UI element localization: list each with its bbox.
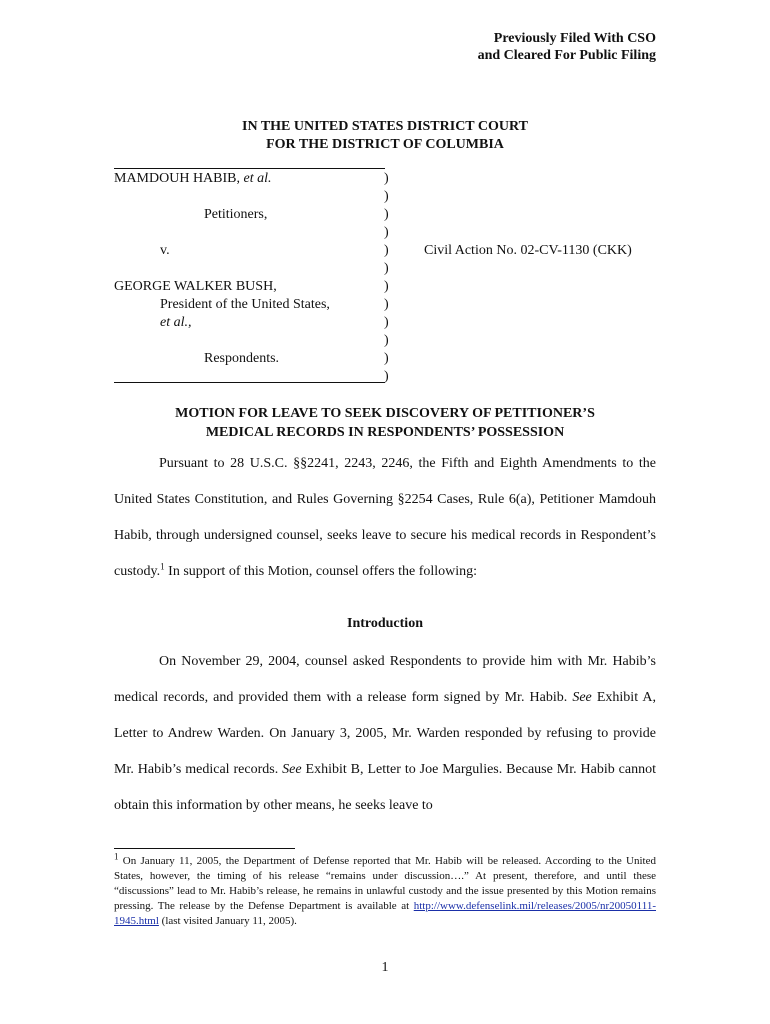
filing-notice: [478, 30, 656, 64]
footnote-reference[interactable]: 1: [160, 561, 165, 572]
caption-paren: ): [384, 171, 389, 186]
respondents-label: Respondents.: [204, 351, 280, 366]
case-caption: [114, 164, 674, 386]
introduction-heading: Introduction: [347, 616, 423, 631]
respondent-etal: et al.,: [160, 315, 192, 330]
caption-paren: ): [384, 369, 389, 384]
civil-action-number: Civil Action No. 02-CV-1130 (CKK): [424, 243, 632, 258]
filing-notice-line2: and Cleared For Public Filing: [477, 48, 656, 63]
caption-paren: ): [384, 297, 389, 312]
footnote-rule: [114, 848, 295, 849]
caption-top-rule: [114, 168, 385, 169]
caption-paren-column: [384, 170, 389, 386]
caption-paren: ): [384, 225, 389, 240]
court-heading-line1: IN THE UNITED STATES DISTRICT COURT: [242, 119, 528, 134]
court-heading: [0, 118, 770, 154]
caption-paren: ): [384, 261, 389, 276]
page-number: 1: [381, 960, 389, 975]
caption-paren: ): [384, 207, 389, 222]
opening-paragraph: Pursuant to 28 U.S.C. §§2241, 2243, 2246, the Fifth and Eighth Amendments to the United States Constitution, and Rules Governing §2254 Cases, Rule 6(a), Petitioner Mamdouh Habib, through undersigned counsel, seeks leave to secure his medical records in Respondent’s custody.$^1$ In support of this Motion, counsel offers the following:: [114, 456, 656, 579]
respondent-title: President of the United States,: [160, 297, 330, 312]
motion-title-line1: MOTION FOR LEAVE TO SEEK DISCOVERY OF PETITIONER’S: [175, 406, 595, 421]
versus: v.: [160, 243, 170, 258]
caption-paren: ): [384, 315, 389, 330]
footnote-1: $^1$ On January 11, 2005, the Department of Defense reported that Mr. Habib will be released. According to the United States, however, the timing of his release “remains under discussion….” At present, therefore, and until these “discussions” lead to Mr. Habib’s release, he remains in unlawful custody and the issue presented by this Motion remains pressing. The release by the Defense Department is available at http://www.defenselink.mil/releases/2005/nr20050111-1945.html (last visited January 11, 2005).: [114, 851, 656, 927]
respondent-name: GEORGE WALKER BUSH,: [114, 279, 277, 294]
caption-paren: ): [384, 189, 389, 204]
court-heading-line2: FOR THE DISTRICT OF COLUMBIA: [266, 137, 504, 152]
petitioner-name: MAMDOUH HABIB, et al.: [114, 171, 272, 186]
motion-title: [0, 404, 770, 442]
filing-notice-line1: Previously Filed With CSO: [493, 31, 656, 46]
defense-release-link[interactable]: http://www.defenselink.mil/releases/2005/nr20050111-1945.html: [114, 900, 656, 927]
introduction-paragraph: On November 29, 2004, counsel asked Respondents to provide him with Mr. Habib’s medical records, and provided them with a release form signed by Mr. Habib. See Exhibit A, Letter to Andrew Warden. On January 3, 2005, Mr. Warden responded by refusing to provide Mr. Habib’s medical records. See Exhibit B, Letter to Joe Margulies. Because Mr. Habib cannot obtain this information by other means, he seeks leave to: [114, 654, 657, 813]
caption-paren: ): [384, 333, 389, 348]
motion-title-line2: MEDICAL RECORDS IN RESPONDENTS’ POSSESSION: [205, 425, 565, 440]
petitioners-label: Petitioners,: [204, 207, 268, 222]
caption-paren: ): [384, 279, 389, 294]
caption-paren: ): [384, 351, 389, 366]
caption-bottom-rule: [114, 382, 385, 383]
caption-paren: ): [384, 243, 389, 258]
footnote-mark: 1: [114, 851, 119, 862]
